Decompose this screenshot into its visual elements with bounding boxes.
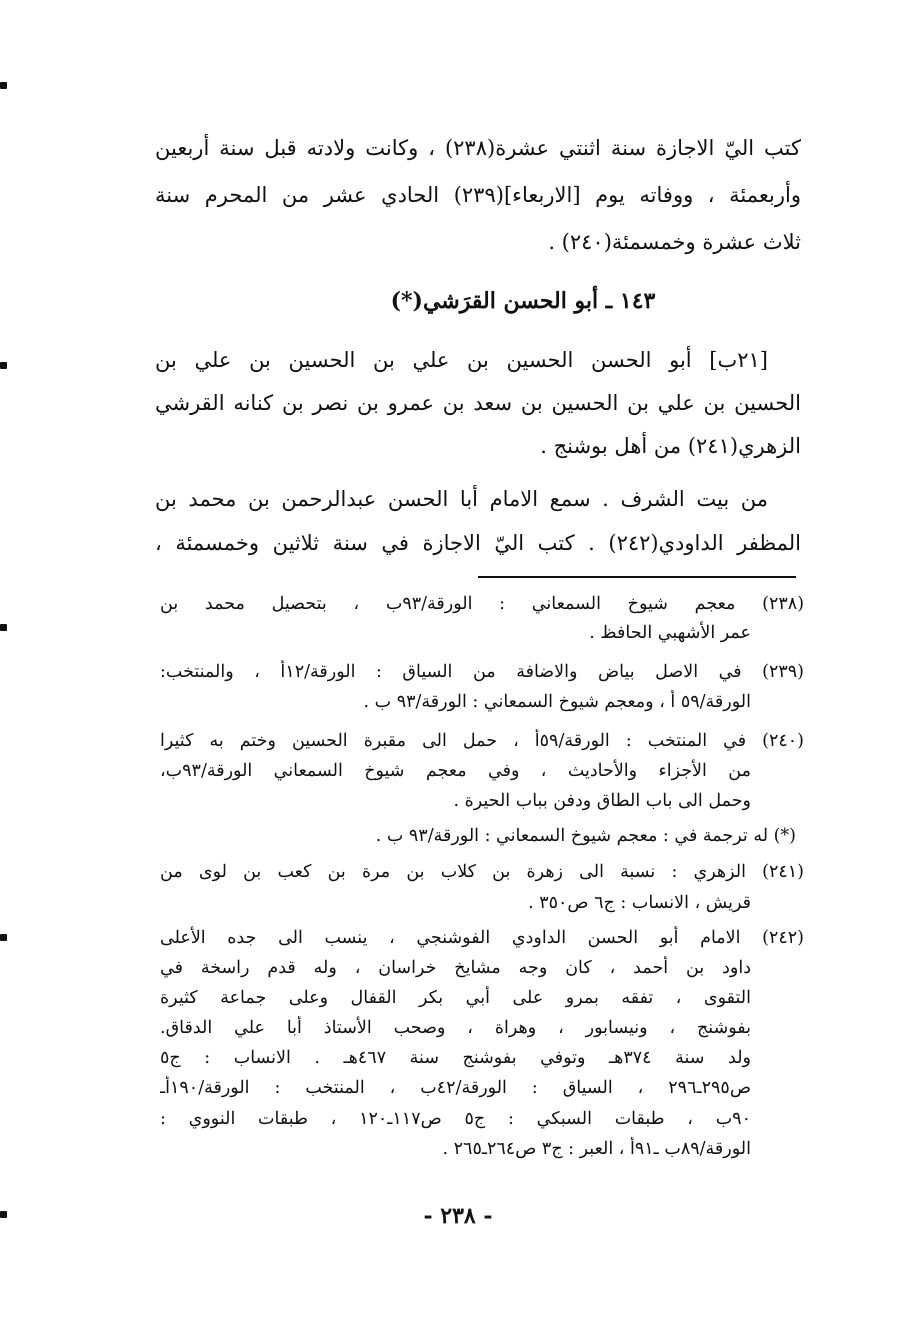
footnote-line: الورقة/٨٩ب ـ٩١أ ، العبر : ج٣ ص٢٦٤ـ٢٦٥ . bbox=[442, 1139, 751, 1159]
page-number: - ٢٣٨ - bbox=[423, 1203, 493, 1229]
body-line: الحسين بن علي بن الحسين بن سعد بن عمرو بن نصر بن كنانه القرشي bbox=[155, 391, 801, 415]
footnote-line: (٢٤٢) الامام أبو الحسن الداودي الفوشنجي ، ينسب الى جده الأعلى bbox=[160, 928, 804, 948]
footnote-line: داود بن أحمد ، كان وجه مشايخ خراسان ، وله قدم راسخة في bbox=[160, 958, 751, 978]
footnote-separator bbox=[478, 576, 796, 578]
scan-edge-mark bbox=[0, 934, 7, 941]
footnote-line: عمر الأشهبي الحافظ . bbox=[589, 623, 751, 643]
scan-edge-mark bbox=[0, 82, 7, 89]
footnote-line: (٢٤١) الزهري : نسبة الى زهرة بن كلاب بن مرة بن كعب بن لوى من bbox=[160, 862, 804, 882]
body-line: من بيت الشرف . سمع الامام أبا الحسن عبدالرحمن بن محمد بن bbox=[155, 487, 768, 511]
footnote-line: (*) له ترجمة في : معجم شيوخ السمعاني : الورقة/٩٣ ب . bbox=[375, 826, 796, 846]
body-line: كتب اليّ الاجازة سنة اثنتي عشرة(٢٣٨) ، وكانت ولادته قبل سنة أربعين bbox=[155, 136, 801, 160]
scan-edge-mark bbox=[0, 624, 7, 631]
footnote-line: (٢٣٨) معجم شيوخ السمعاني : الورقة/٩٣ب ، بتحصيل محمد بن bbox=[160, 594, 804, 614]
footnote-line: وحمل الى باب الطاق ودفن بباب الحيرة . bbox=[453, 791, 751, 811]
footnote-line: (٢٣٩) في الاصل بياض والاضافة من السياق : الورقة/١٢أ ، والمنتخب: bbox=[160, 662, 804, 682]
body-line: [٢١ب] أبو الحسن الحسين بن علي بن الحسين بن علي بن bbox=[155, 348, 768, 372]
entry-heading: ١٤٣ ـ أبو الحسن القرَشي(*) bbox=[390, 288, 656, 314]
footnote-line: ٩٠ب ، طبقات السبكي : ج٥ ص١١٧ـ١٢٠ ، طبقات النووي : bbox=[160, 1109, 751, 1129]
body-line: ثلاث عشرة وخمسمئة(٢٤٠) . bbox=[548, 230, 801, 254]
body-line: الزهري(٢٤١) من أهل بوشنج . bbox=[540, 434, 801, 458]
body-line: المظفر الداودي(٢٤٢) . كتب اليّ الاجازة في سنة ثلاثين وخمسمئة ، bbox=[155, 531, 801, 555]
footnote-line: ولد سنة ٣٧٤هـ وتوفي بفوشنج سنة ٤٦٧هـ . الانساب : ج٥ bbox=[160, 1048, 751, 1068]
footnote-line: قريش ، الانساب : ج٦ ص٣٥٠ . bbox=[528, 893, 751, 913]
footnote-line: ص٢٩٥ـ٢٩٦ ، السياق : الورقة/٤٢ب ، المنتخب : الورقة/١٩٠أـ bbox=[160, 1078, 751, 1098]
body-line: وأربعمئة ، ووفاته يوم [الاربعاء](٢٣٩) الحادي عشر من المحرم سنة bbox=[155, 183, 801, 207]
scan-edge-mark bbox=[0, 362, 7, 369]
footnote-line: الورقة/٥٩ أ ، ومعجم شيوخ السمعاني : الورقة/٩٣ ب . bbox=[363, 692, 751, 712]
footnote-line: التقوى ، تفقه بمرو على أبي بكر القفال وعلى جماعة كثيرة bbox=[160, 988, 751, 1008]
footnote-line: (٢٤٠) في المنتخب : الورقة/٥٩أ ، حمل الى مقبرة الحسين وختم به كثيرا bbox=[160, 731, 804, 751]
footnote-line: من الأجزاء والأحاديث ، وفي معجم شيوخ السمعاني الورقة/٩٣ب، bbox=[160, 761, 751, 781]
footnote-line: بفوشنج ، ونيسابور ، وهراة ، وصحب الأستاذ أبا علي الدقاق. bbox=[160, 1018, 751, 1038]
